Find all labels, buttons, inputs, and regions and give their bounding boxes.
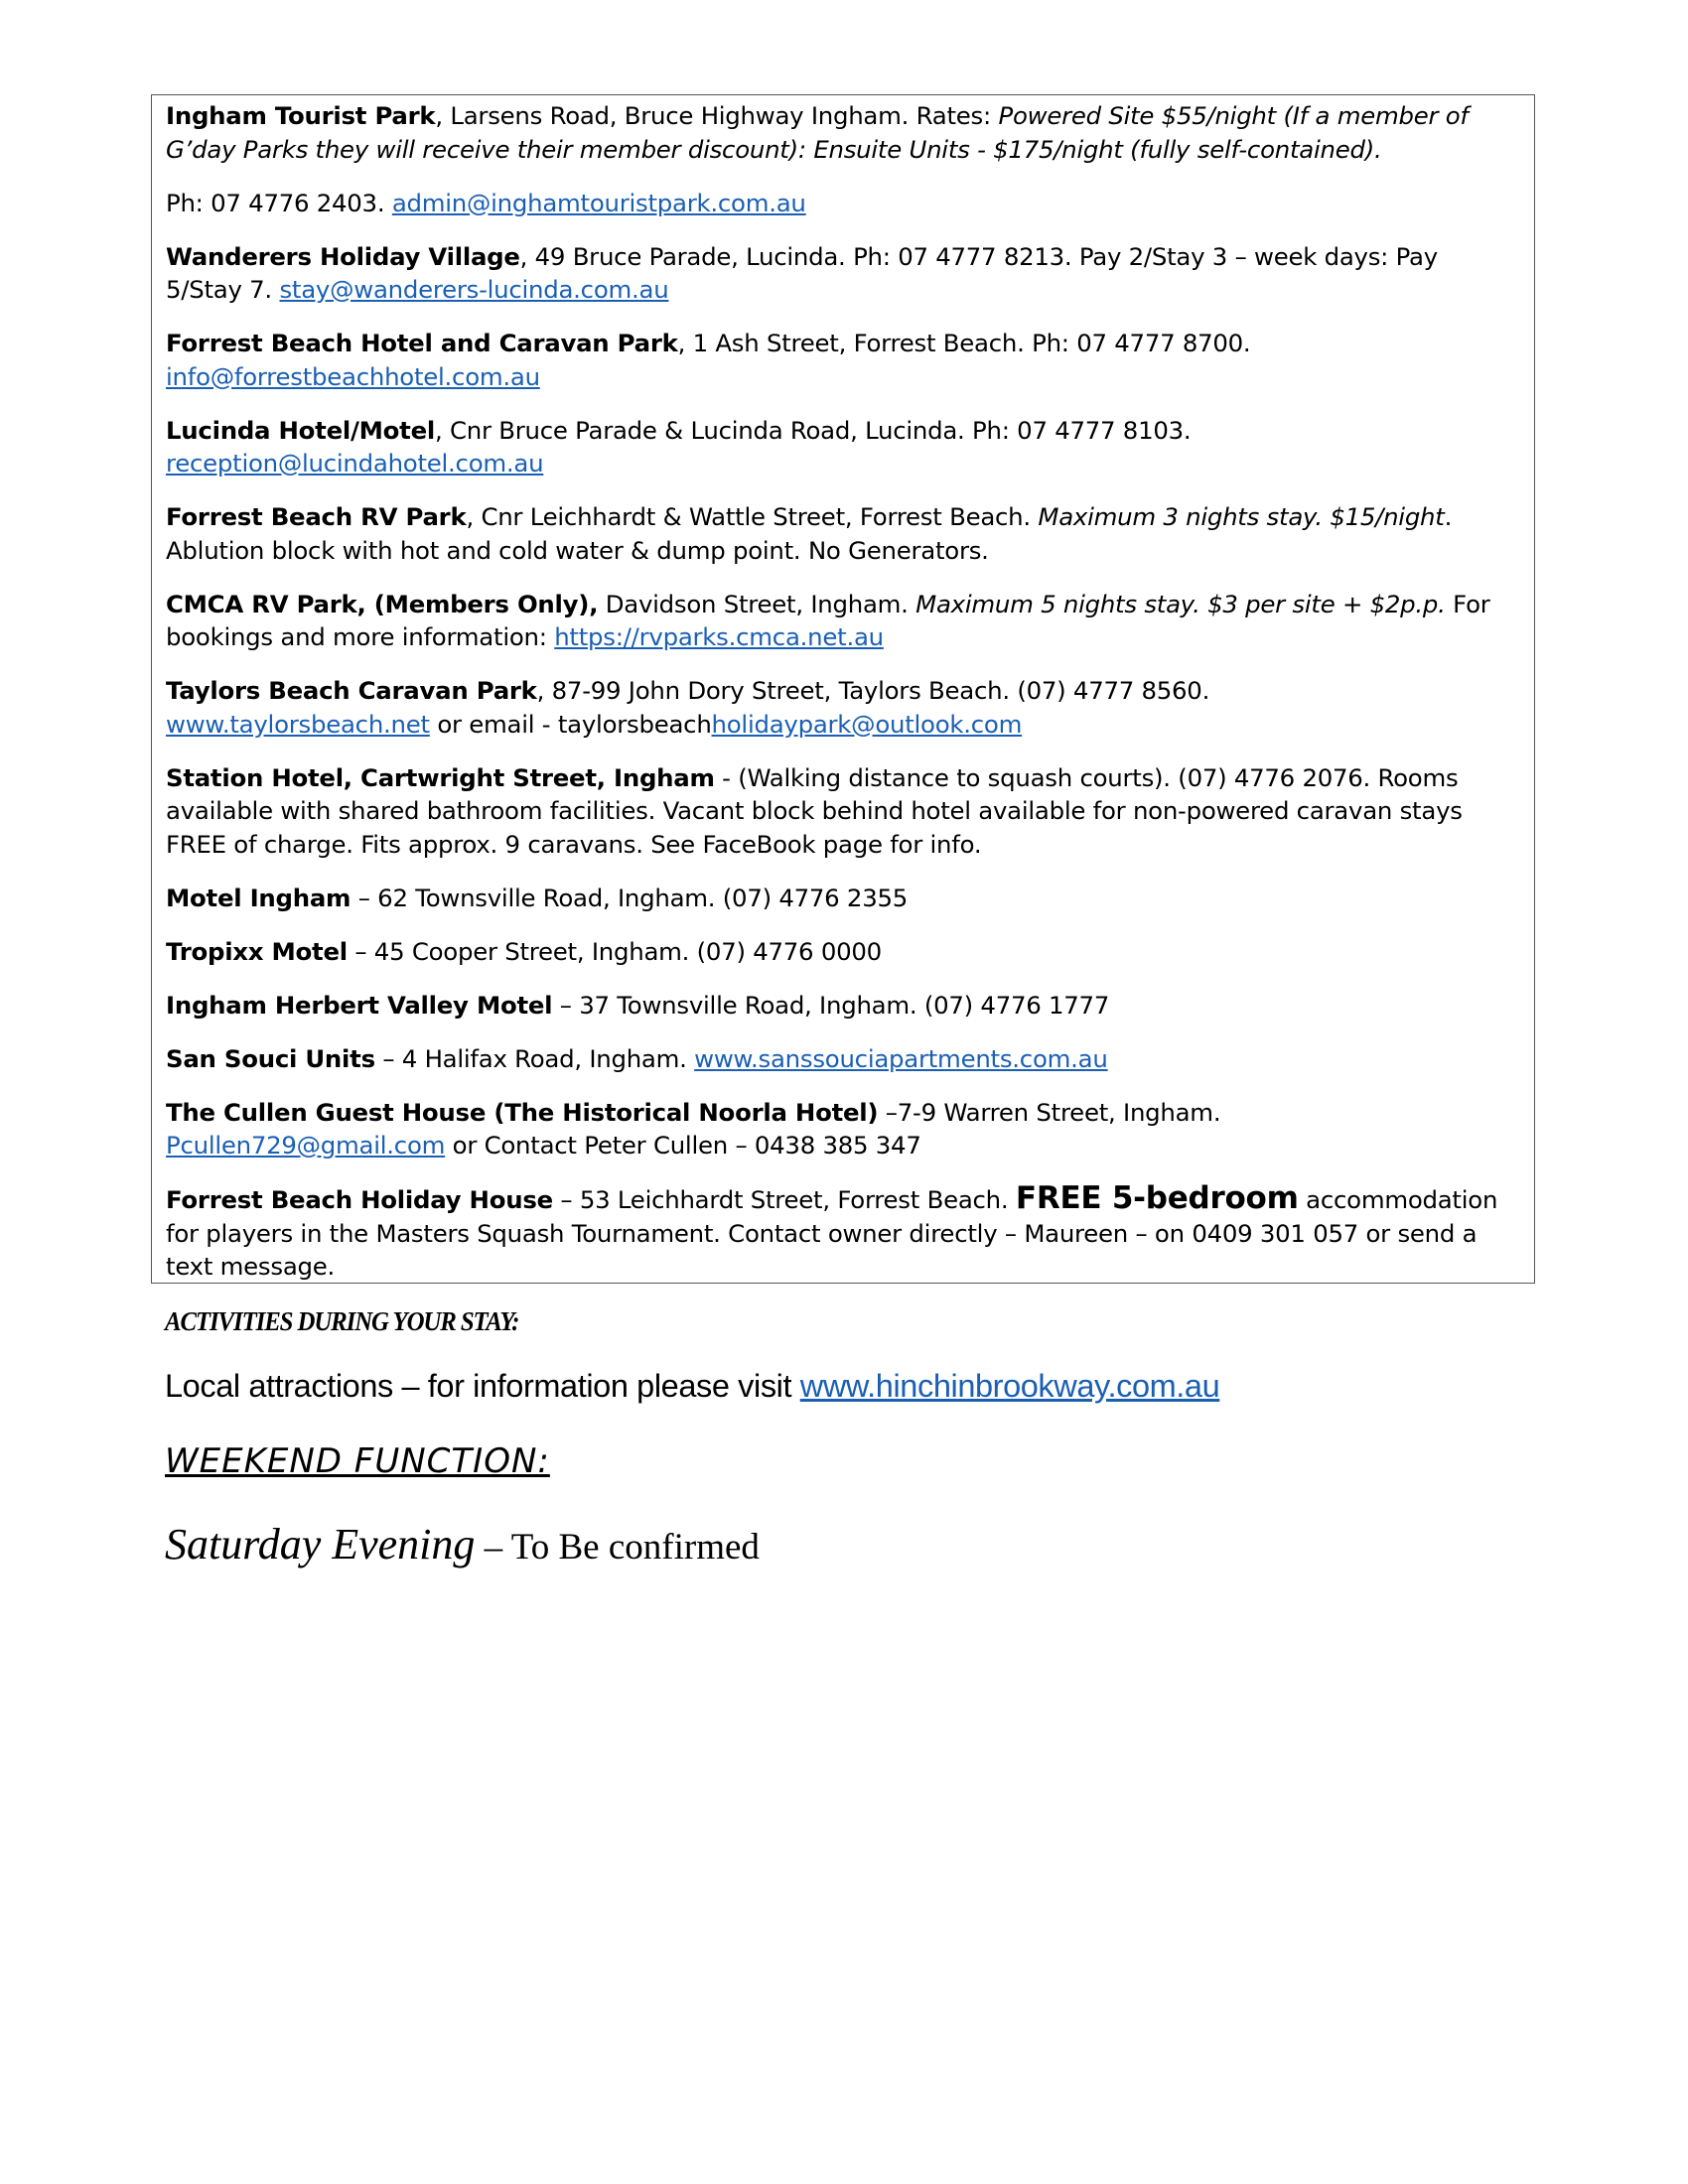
listing-extra: accommodation for players in the Masters Squash Tournament. Contact owner directly – Maureen – on 0409 301 057 or send a text message.	[166, 1185, 1498, 1281]
listing-name: San Souci Units	[166, 1043, 375, 1073]
listing-details: – 45 Cooper Street, Ingham. (07) 4776 0000	[347, 936, 882, 966]
list-item-lucinda-hotel	[166, 414, 1520, 480]
list-item-ingham-tourist-park-contact	[166, 187, 1520, 220]
listing-highlight: FREE 5-bedroom	[1015, 1180, 1299, 1216]
list-item-forrest-beach-hotel	[166, 327, 1520, 393]
list-item-motel-ingham	[166, 882, 1520, 915]
email-link[interactable]: info@forrestbeachhotel.com.au	[166, 361, 540, 391]
list-item-forrest-beach-rv	[166, 500, 1520, 567]
listing-extra: . Ablution block with hot and cold water & dump point. No Generators.	[166, 502, 1453, 565]
event-name: Saturday Evening	[165, 1520, 476, 1569]
list-item-ingham-tourist-park	[166, 99, 1520, 166]
listing-details: – 4 Halifax Road, Ingham.	[374, 1043, 695, 1073]
listing-name: Motel Ingham	[166, 883, 352, 912]
email-link[interactable]: Pcullen729@gmail.com	[166, 1131, 446, 1160]
listing-details: , 1 Ash Street, Forrest Beach. Ph: 07 4777 8700.	[677, 329, 1251, 357]
list-item-wanderers	[166, 240, 1520, 307]
listing-details: – 53 Leichhardt Street, Forrest Beach.	[552, 1185, 1016, 1214]
listing-name: The Cullen Guest House (The Historical Noorla Hotel)	[166, 1097, 879, 1127]
listing-name: Wanderers Holiday Village	[166, 241, 520, 271]
website-link[interactable]: www.sanssouciapartments.com.au	[694, 1043, 1108, 1073]
listing-details: – 37 Townsville Road, Ingham. (07) 4776 1777	[552, 990, 1110, 1020]
listing-phone: Ph: 07 4776 2403.	[166, 188, 392, 217]
list-item-cmca-rv	[166, 588, 1520, 654]
activities-heading: ACTIVITIES DURING YOUR STAY:	[165, 1306, 519, 1336]
email-link[interactable]: holidaypark@outlook.com	[711, 709, 1023, 739]
listing-name: Taylors Beach Caravan Park	[166, 676, 537, 705]
listing-name: Ingham Tourist Park	[166, 101, 436, 130]
email-link[interactable]: admin@inghamtouristpark.com.au	[391, 188, 806, 217]
saturday-evening	[165, 1519, 760, 1570]
listing-name: Tropixx Motel	[166, 936, 348, 966]
email-link[interactable]: stay@wanderers-lucinda.com.au	[279, 275, 669, 304]
listing-details: - (Walking distance to squash courts). (07) 4776 2076. Rooms available with shared bathroom facilities. Vacant block behind hotel available for non-powered caravan stays FREE of charge. Fits approx. 9 caravans. See FaceBook page for info.	[166, 762, 1463, 859]
list-item-herbert-valley	[166, 989, 1520, 1023]
list-item-station-hotel	[166, 761, 1520, 862]
website-link[interactable]: https://rvparks.cmca.net.au	[554, 622, 884, 651]
accommodation-list	[151, 94, 1535, 1284]
weekend-function-heading: WEEKEND FUNCTION:	[165, 1441, 550, 1481]
listing-details: , 87-99 John Dory Street, Taylors Beach. (07) 4777 8560.	[536, 676, 1210, 705]
listing-details: , Cnr Bruce Parade & Lucinda Road, Lucinda. Ph: 07 4777 8103.	[434, 415, 1192, 445]
listing-email-prefix: or email - taylorsbeach	[429, 709, 712, 739]
local-attractions	[165, 1368, 1219, 1405]
listing-terms: Maximum 3 nights stay. $15/night	[1038, 502, 1445, 531]
listing-address: , Larsens Road, Bruce Highway Ingham. Rates:	[435, 101, 999, 130]
email-link[interactable]: reception@lucindahotel.com.au	[166, 449, 544, 478]
listing-rates: Powered Site $55/night (If a member of G’day Parks they will receive their member discount): Ensuite Units - $175/night (fully self-contained).	[166, 101, 1469, 164]
website-link[interactable]: www.taylorsbeach.net	[166, 709, 430, 739]
list-item-san-souci	[166, 1042, 1520, 1076]
list-item-cullen-guest-house	[166, 1096, 1520, 1162]
listing-extra: For bookings and more information:	[166, 589, 1490, 651]
listing-name: Forrest Beach Holiday House	[166, 1185, 553, 1214]
listing-details: , Cnr Leichhardt & Wattle Street, Forrest Beach.	[466, 502, 1039, 531]
listing-extra: or Contact Peter Cullen – 0438 385 347	[445, 1131, 921, 1160]
list-item-taylors-beach	[166, 674, 1520, 741]
listing-name: Lucinda Hotel/Motel	[166, 415, 435, 445]
hinchinbrook-link[interactable]: www.hinchinbrookway.com.au	[799, 1368, 1220, 1404]
list-item-holiday-house	[166, 1182, 1520, 1284]
local-attractions-text: Local attractions – for information please visit	[165, 1368, 800, 1404]
list-item-tropixx	[166, 935, 1520, 969]
listing-details: , 49 Bruce Parade, Lucinda. Ph: 07 4777 8213. Pay 2/Stay 3 – week days: Pay 5/Stay 7.	[166, 241, 1438, 304]
listing-details: Davidson Street, Ingham.	[598, 589, 916, 618]
listing-details: – 62 Townsville Road, Ingham. (07) 4776 2355	[351, 883, 909, 912]
listing-name: CMCA RV Park, (Members Only),	[166, 589, 599, 618]
listing-name: Forrest Beach Hotel and Caravan Park	[166, 329, 678, 357]
listing-name: Station Hotel, Cartwright Street, Ingham	[166, 762, 715, 792]
listing-name: Forrest Beach RV Park	[166, 502, 467, 531]
listing-details: –7-9 Warren Street, Ingham.	[878, 1097, 1221, 1127]
listing-terms: Maximum 5 nights stay. $3 per site + $2p.p.	[915, 589, 1446, 618]
event-status: – To Be confirmed	[475, 1527, 760, 1568]
listing-name: Ingham Herbert Valley Motel	[166, 990, 553, 1020]
